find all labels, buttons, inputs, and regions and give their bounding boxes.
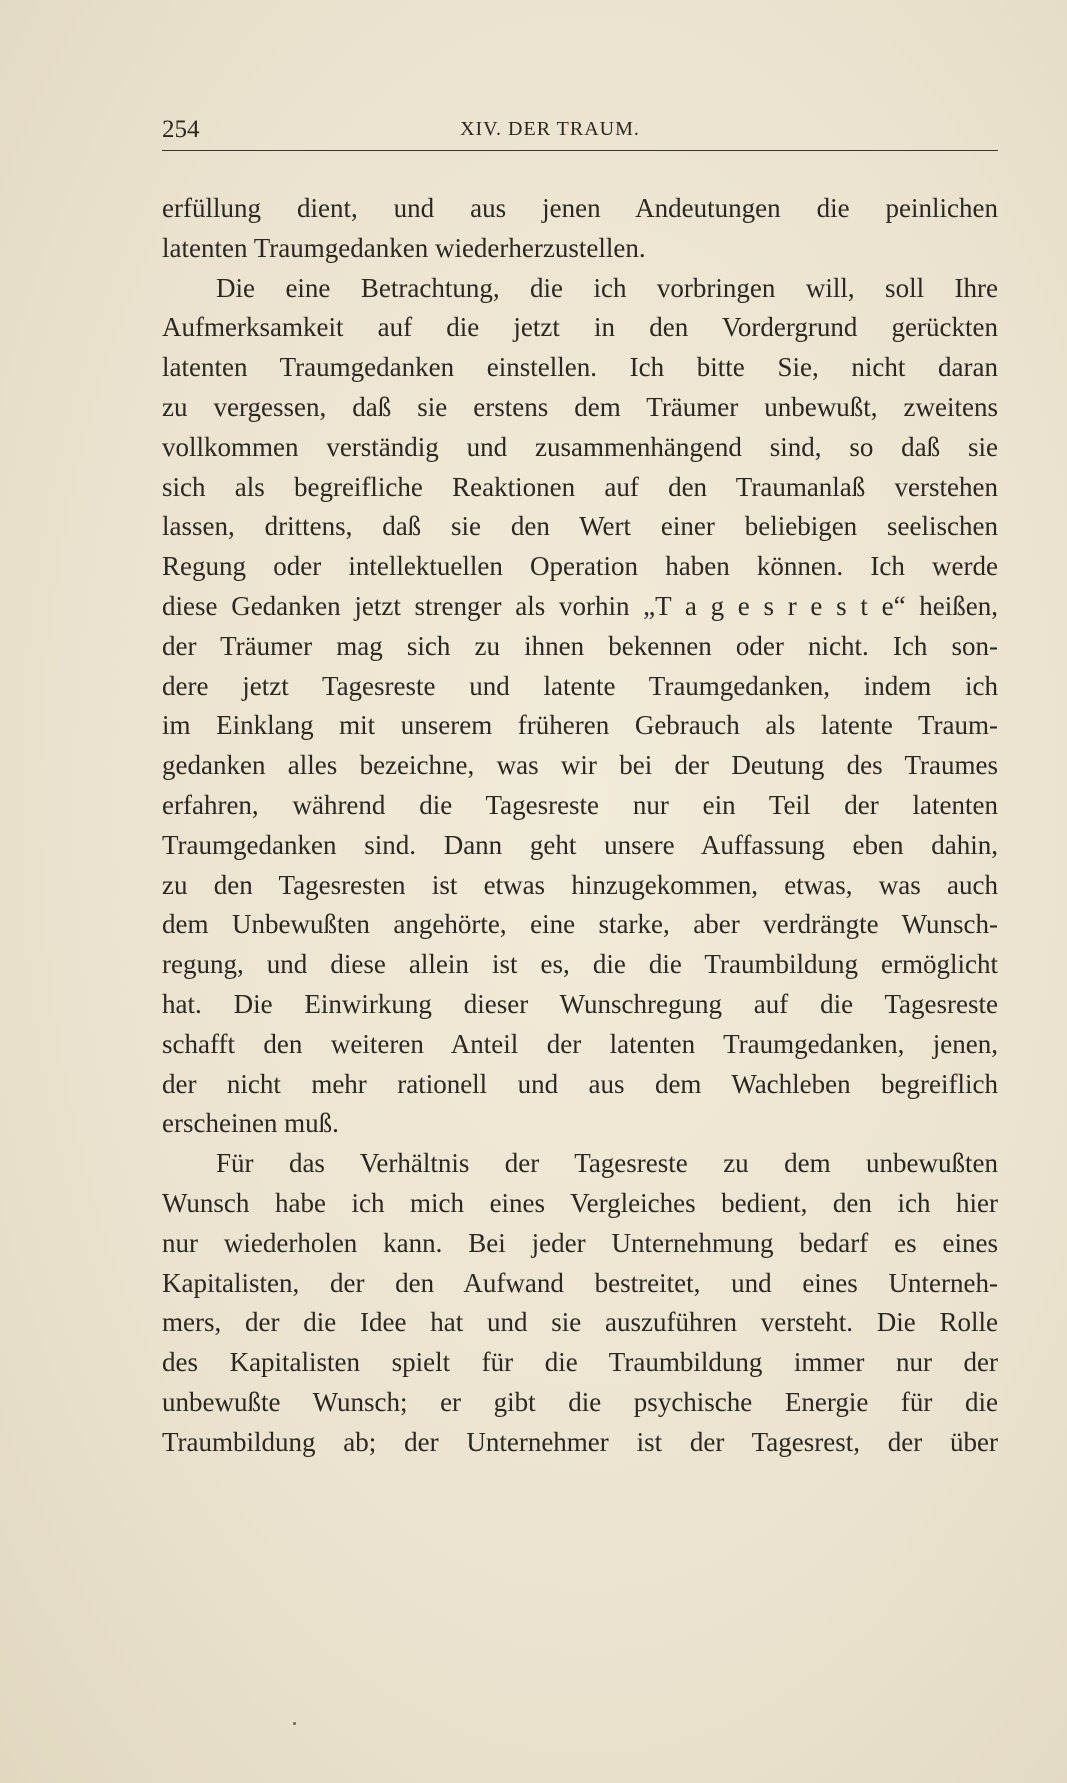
text-line: zu den Tagesresten ist etwas hinzugekommen, etwas, was auch [162,869,998,900]
text-line: Wunsch habe ich mich eines Vergleiches bedient, den ich hier [162,1187,998,1218]
text-line: schafft den weiteren Anteil der latenten Traumgedanken, jenen, [162,1028,998,1059]
text-line: nur wiederholen kann. Bei jeder Unternehmung bedarf es eines [162,1227,998,1258]
page-header [162,116,998,150]
text-line: vollkommen verständig und zusammenhängend sind, so daß sie [162,431,998,462]
text-line: der nicht mehr rationell und aus dem Wachleben begreiflich [162,1068,998,1099]
text-line: Kapitalisten, der den Aufwand bestreitet, und eines Unterneh- [162,1267,998,1298]
text-line: Traumgedanken sind. Dann geht unsere Auffassung eben dahin, [162,829,998,860]
running-head: XIV. DER TRAUM. [460,118,640,140]
text-line: lassen, drittens, daß sie den Wert einer beliebigen seelischen [162,511,998,542]
header-rule [162,150,998,151]
text-line: gedanken alles bezeichne, was wir bei der Deutung des Traumes [162,750,998,781]
text-line: Für das Verhältnis der Tagesreste zu dem unbewußten [216,1148,998,1179]
text-line: mers, der die Idee hat und sie auszuführen versteht. Die Rolle [162,1307,998,1338]
text-line: im Einklang mit unserem früheren Gebrauch als latente Traum- [162,710,998,741]
body-text [162,189,998,1463]
text-line: Traumbildung ab; der Unternehmer ist der Tagesrest, der über [162,1426,998,1457]
text-line: erfahren, während die Tagesreste nur ein Teil der latenten [162,789,998,820]
text-line: hat. Die Einwirkung dieser Wunschregung auf die Tagesreste [162,988,998,1019]
text-line: unbewußte Wunsch; er gibt die psychische Energie für die [162,1386,998,1417]
text-line: dere jetzt Tagesreste und latente Traumgedanken, indem ich [162,670,998,701]
paper-speck [293,1722,296,1725]
text-line: latenten Traumgedanken wiederherzustellen. [162,232,646,263]
text-line: des Kapitalisten spielt für die Traumbildung immer nur der [162,1347,998,1378]
text-line: der Träumer mag sich zu ihnen bekennen oder nicht. Ich son- [162,630,998,661]
text-line: erfüllung dient, und aus jenen Andeutungen die peinlichen [162,193,998,223]
text-line: Regung oder intellektuellen Operation haben können. Ich werde [162,551,998,582]
text-line: erscheinen muß. [162,1108,339,1139]
text-line: latenten Traumgedanken einstellen. Ich bitte Sie, nicht daran [162,352,998,383]
text-line: dem Unbewußten angehörte, eine starke, aber verdrängte Wunsch- [162,909,998,940]
text-line: sich als begreifliche Reaktionen auf den Traumanlaß verstehen [162,471,998,502]
text-line: diese Gedanken jetzt strenger als vorhin „T a g e s r e s t e“ heißen, [162,590,998,621]
text-line: Die eine Betrachtung, die ich vorbringen will, soll Ihre [216,272,998,303]
text-line: regung, und diese allein ist es, die die Traumbildung ermöglicht [162,949,998,980]
text-line: Aufmerksamkeit auf die jetzt in den Vordergrund gerückten [162,312,998,343]
page-number: 254 [162,116,200,143]
text-line: zu vergessen, daß sie erstens dem Träumer unbewußt, zweitens [162,391,998,422]
